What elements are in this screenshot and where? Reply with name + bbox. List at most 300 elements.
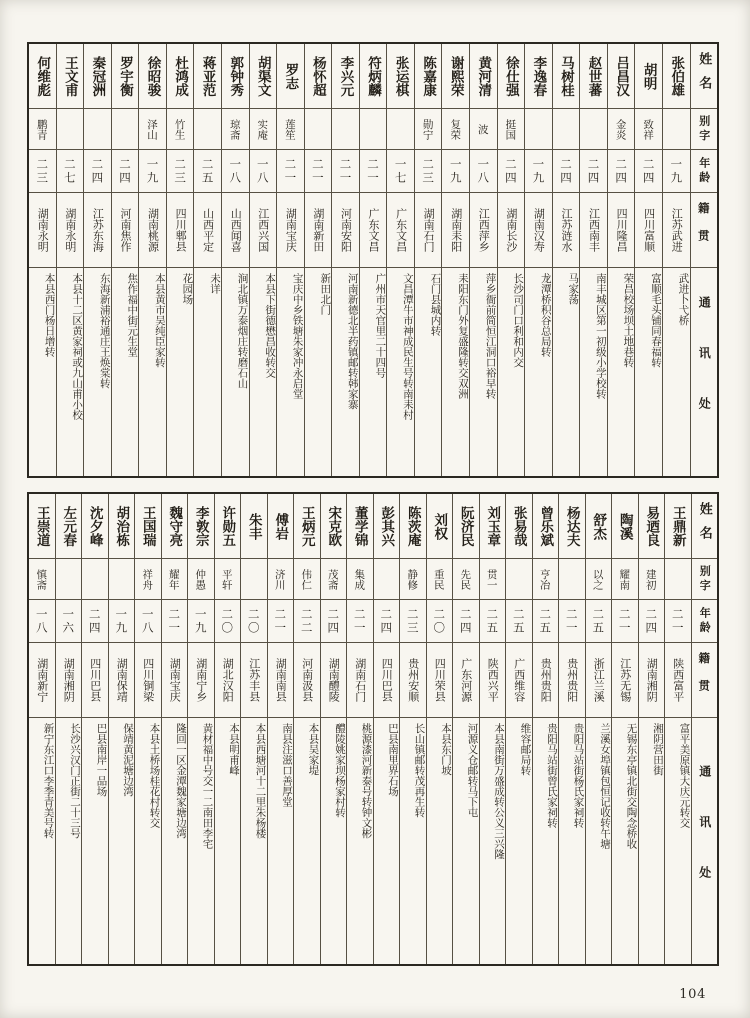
- person-address: 维容邮局转: [519, 723, 532, 776]
- person-origin: 湖南宁乡: [188, 643, 214, 718]
- person-courtesy-name: 重民: [427, 559, 453, 600]
- person-column: [29, 494, 56, 964]
- person-address: 石门县城内转: [429, 273, 442, 336]
- person-column: [139, 44, 167, 476]
- person-column: [215, 494, 242, 964]
- person-name: 张运棋: [387, 44, 414, 109]
- person-origin: 贵州贵阳: [533, 643, 559, 718]
- person-column: [321, 494, 348, 964]
- person-origin: 湖南石门: [347, 643, 373, 718]
- person-column: [56, 494, 83, 964]
- person-column: [639, 494, 666, 964]
- header-name-label: 姓名: [692, 494, 718, 559]
- person-address: 保靖黄泥塘边湾: [122, 723, 134, 797]
- person-name: 王崇道: [29, 494, 55, 559]
- person-age: 二三: [400, 600, 426, 643]
- person-name: 刘玉章: [480, 494, 506, 559]
- person-origin: 湖南永明: [57, 193, 84, 268]
- person-age: 二四: [553, 150, 580, 193]
- person-name: 谢熙荣: [442, 44, 469, 109]
- person-address: 无锡东亭镇北街交陶念桥收: [625, 723, 638, 849]
- person-origin: 湖南永明: [29, 193, 56, 268]
- person-column: [82, 494, 109, 964]
- person-column: [347, 494, 374, 964]
- person-courtesy-name: [82, 559, 108, 600]
- person-address: 文昌潭牛市神成民生号转南耒村: [401, 273, 414, 420]
- person-courtesy-name: 复荣: [442, 109, 469, 150]
- person-name: 马树桂: [553, 44, 580, 109]
- person-age: 二一: [162, 600, 188, 643]
- person-origin: 山西闻喜: [222, 193, 249, 268]
- person-origin: 湖南南县: [268, 643, 294, 718]
- person-origin: 广东文昌: [387, 193, 414, 268]
- person-name: 许勋五: [215, 494, 241, 559]
- person-column: [480, 494, 507, 964]
- person-origin: 四川荣县: [427, 643, 453, 718]
- person-name: 宋克欧: [321, 494, 347, 559]
- person-origin: 湖南耒阳: [442, 193, 469, 268]
- person-origin: 陕西兴平: [480, 643, 506, 718]
- person-origin: 四川富顺: [635, 193, 662, 268]
- person-age: 一八: [222, 150, 249, 193]
- person-name: 罗宇衡: [112, 44, 139, 109]
- person-column: [580, 44, 608, 476]
- person-address: 贵阳马站街杨氏家祠转: [572, 723, 585, 828]
- person-address: 醴陵姚家坝杨家村转: [334, 723, 346, 818]
- person-name: 胡治栋: [109, 494, 135, 559]
- roster-table-lower: [27, 492, 719, 966]
- person-origin: 湖南桃源: [139, 193, 166, 268]
- person-courtesy-name: 挺国: [498, 109, 525, 150]
- person-courtesy-name: 实庵: [250, 109, 277, 150]
- person-origin: 江苏丰县: [241, 643, 267, 718]
- person-origin: 江西南丰: [580, 193, 607, 268]
- person-column: [442, 44, 470, 476]
- person-address: 河南新德北半药镇邮转韩家寨: [346, 273, 359, 410]
- person-address: 焦作福中街元生堂: [126, 273, 139, 357]
- person-courtesy-name: 伟仁: [294, 559, 320, 600]
- person-address: 长沙司门口利和内交: [512, 273, 525, 368]
- person-address: 黄材福中号交一二南田李宅: [201, 723, 214, 849]
- person-name: 左元春: [56, 494, 82, 559]
- header-age-label: 年龄: [691, 150, 718, 193]
- person-name: 王鼎新: [665, 494, 691, 559]
- person-age: 一八: [250, 150, 277, 193]
- person-column: [506, 494, 533, 964]
- person-courtesy-name: 慎斋: [29, 559, 55, 600]
- person-origin: 山西平定: [194, 193, 221, 268]
- person-address: 湘阴营田街: [652, 723, 664, 776]
- header-address-label: 通讯处: [697, 296, 712, 448]
- person-address: 桃源漆河新泰号转钟文彬: [360, 723, 373, 839]
- person-age: 二四: [498, 150, 525, 193]
- person-courtesy-name: 竹生: [167, 109, 194, 150]
- person-column: [294, 494, 321, 964]
- person-age: 二四: [453, 600, 479, 643]
- person-age: 二四: [84, 150, 111, 193]
- person-age: 二一: [268, 600, 294, 643]
- page-number: 104: [679, 987, 706, 1002]
- person-address: 巴县南岸一品场: [95, 723, 108, 797]
- person-address: 本县东门坡: [440, 723, 452, 776]
- person-origin: 贵州贵阳: [559, 643, 585, 718]
- person-address: 花园场: [181, 273, 194, 305]
- person-age: 二七: [57, 150, 84, 193]
- person-courtesy-name: 集成: [347, 559, 373, 600]
- person-courtesy-name: [332, 109, 359, 150]
- person-age: 二三: [29, 150, 56, 193]
- person-address: 龙潭桥积谷总局转: [539, 273, 552, 357]
- person-courtesy-name: [112, 109, 139, 150]
- person-column: [250, 44, 278, 476]
- person-address: 本县西塘河十二里朱杨楼: [254, 723, 267, 839]
- person-origin: 四川铜梁: [135, 643, 161, 718]
- person-age: 一九: [663, 150, 690, 193]
- person-address: 未详: [208, 273, 221, 294]
- person-address: 本县明甫峰: [228, 723, 240, 776]
- person-origin: 贵州安顺: [400, 643, 426, 718]
- person-origin: 陕西富平: [665, 643, 691, 718]
- person-origin: 浙江兰溪: [586, 643, 612, 718]
- header-column: [691, 44, 718, 476]
- person-age: 二四: [112, 150, 139, 193]
- person-courtesy-name: 耀年: [162, 559, 188, 600]
- header-origin-label: 籍贯: [692, 643, 718, 718]
- person-courtesy-name: 先民: [453, 559, 479, 600]
- person-name: 阮济民: [453, 494, 479, 559]
- person-origin: 江西萍乡: [470, 193, 497, 268]
- person-courtesy-name: [305, 109, 332, 150]
- person-column: [635, 44, 663, 476]
- person-age: 二三: [167, 150, 194, 193]
- person-courtesy-name: [506, 559, 532, 600]
- person-age: 二五: [533, 600, 559, 643]
- person-column: [427, 494, 454, 964]
- person-address: 河源义仓邮转马下屯: [466, 723, 479, 818]
- person-name: 张易哉: [506, 494, 532, 559]
- person-address: 广州市天官里二十四号: [374, 273, 387, 378]
- person-column: [498, 44, 526, 476]
- person-name: 舒杰: [586, 494, 612, 559]
- person-name: 徐仕强: [498, 44, 525, 109]
- person-column: [387, 44, 415, 476]
- person-address: 富平美原镇大庆元转交: [678, 723, 691, 828]
- person-courtesy-name: 仲愚: [188, 559, 214, 600]
- person-name: 黄河清: [470, 44, 497, 109]
- person-address: 贵阳马站街曾氏家祠转: [546, 723, 558, 828]
- person-origin: 江苏东海: [84, 193, 111, 268]
- person-age: 二四: [580, 150, 607, 193]
- person-age: 二四: [608, 150, 635, 193]
- person-age: 二一: [305, 150, 332, 193]
- person-column: [665, 494, 692, 964]
- person-address: 本县西门杨日增转: [43, 273, 56, 357]
- person-column: [112, 44, 140, 476]
- person-courtesy-name: 致祥: [635, 109, 662, 150]
- person-column: [305, 44, 333, 476]
- person-courtesy-name: 波: [470, 109, 497, 150]
- person-origin: 湖南宝庆: [162, 643, 188, 718]
- person-column: [608, 44, 636, 476]
- person-origin: 湖南石门: [415, 193, 442, 268]
- person-age: 二五: [480, 600, 506, 643]
- person-origin: 湖北汉阳: [215, 643, 241, 718]
- person-origin: 四川巴县: [82, 643, 108, 718]
- person-name: 王炳元: [294, 494, 320, 559]
- person-column: [453, 494, 480, 964]
- person-column: [135, 494, 162, 964]
- header-column: [692, 494, 718, 964]
- person-age: 二〇: [215, 600, 241, 643]
- person-address: 宝庆中乡铁塘朱家冲永启堂: [291, 273, 304, 399]
- person-courtesy-name: [194, 109, 221, 150]
- person-name: 罗志: [277, 44, 304, 109]
- person-age: 一八: [470, 150, 497, 193]
- person-age: 一九: [188, 600, 214, 643]
- person-column: [553, 44, 581, 476]
- person-origin: 广西维容: [506, 643, 532, 718]
- person-column: [559, 494, 586, 964]
- person-origin: 湖南长沙: [498, 193, 525, 268]
- person-address: 耒阳东门外复盛隆转交双洲: [457, 273, 469, 399]
- person-age: 二〇: [427, 600, 453, 643]
- person-origin: 四川郫县: [167, 193, 194, 268]
- person-address: 本县吴家堤: [307, 723, 320, 776]
- person-age: 二四: [635, 150, 662, 193]
- person-column: [222, 44, 250, 476]
- person-age: 二四: [639, 600, 665, 643]
- person-name: 何维彪: [29, 44, 56, 109]
- person-column: [533, 494, 560, 964]
- person-address: 马家荡: [567, 273, 580, 305]
- person-courtesy-name: [84, 109, 111, 150]
- person-origin: 江苏涟水: [553, 193, 580, 268]
- person-column: [194, 44, 222, 476]
- person-origin: 湖南湘阴: [56, 643, 82, 718]
- person-name: 李兴元: [332, 44, 359, 109]
- person-column: [109, 494, 136, 964]
- person-origin: 湖南汉寿: [525, 193, 552, 268]
- person-name: 张伯雄: [663, 44, 690, 109]
- person-address: 长山镇邮转茂再生转: [413, 723, 426, 818]
- person-name: 符炳麟: [360, 44, 387, 109]
- person-column: [360, 44, 388, 476]
- person-column: [268, 494, 295, 964]
- person-courtesy-name: [109, 559, 135, 600]
- person-column: [415, 44, 443, 476]
- person-column: [29, 44, 57, 476]
- person-courtesy-name: [559, 559, 585, 600]
- header-zi-label: 别字: [692, 559, 718, 600]
- person-origin: 湖南湘阴: [639, 643, 665, 718]
- person-column: [525, 44, 553, 476]
- person-courtesy-name: [374, 559, 400, 600]
- person-name: 李逸春: [525, 44, 552, 109]
- person-courtesy-name: [553, 109, 580, 150]
- person-column: [277, 44, 305, 476]
- person-origin: 湖南保靖: [109, 643, 135, 718]
- person-address: 武进卜弋桥: [677, 273, 690, 326]
- person-origin: 江苏无锡: [612, 643, 638, 718]
- person-column: [84, 44, 112, 476]
- person-origin: 江苏武进: [663, 193, 690, 268]
- person-name: 王文甫: [57, 44, 84, 109]
- person-column: [241, 494, 268, 964]
- person-address: 兰溪女埠镇包恒记收转午塘: [599, 723, 611, 849]
- person-name: 秦冠洲: [84, 44, 111, 109]
- person-courtesy-name: [56, 559, 82, 600]
- person-origin: 广东河源: [453, 643, 479, 718]
- person-courtesy-name: 金炎: [608, 109, 635, 150]
- person-courtesy-name: 莲笙: [277, 109, 304, 150]
- person-origin: 江西兴国: [250, 193, 277, 268]
- person-address: 本县黄市吴纯臣家转: [153, 273, 166, 368]
- person-age: 一八: [29, 600, 55, 643]
- person-address: 本县南街万盛成转公义三兴隆: [493, 723, 505, 860]
- person-courtesy-name: 祥舟: [135, 559, 161, 600]
- person-courtesy-name: 耀南: [612, 559, 638, 600]
- person-courtesy-name: [387, 109, 414, 150]
- person-address: 富顺毛头铺同春福转: [649, 273, 662, 368]
- person-column: [400, 494, 427, 964]
- directory-page: [27, 42, 719, 966]
- person-age: 一六: [56, 600, 82, 643]
- person-age: 二四: [321, 600, 347, 643]
- person-origin: 河南汲县: [294, 643, 320, 718]
- person-age: 一七: [387, 150, 414, 193]
- person-name: 易迺良: [639, 494, 665, 559]
- person-age: 二四: [374, 600, 400, 643]
- person-age: 一九: [525, 150, 552, 193]
- person-name: 郭钟秀: [222, 44, 249, 109]
- person-courtesy-name: 鹏青: [29, 109, 56, 150]
- person-origin: 河南焦作: [112, 193, 139, 268]
- person-name: 沈夕峰: [82, 494, 108, 559]
- header-name-label: 姓名: [691, 44, 718, 109]
- person-name: 王国瑞: [135, 494, 161, 559]
- person-column: [374, 494, 401, 964]
- person-column: [167, 44, 195, 476]
- person-address: 巴县南里界石场: [387, 723, 399, 797]
- person-courtesy-name: 茂斋: [321, 559, 347, 600]
- person-address: 萍乡衙前简恒江洞口裕早转: [484, 273, 497, 399]
- person-courtesy-name: 平轩: [215, 559, 241, 600]
- person-address: 本县下街德懋昌收转交: [264, 273, 277, 378]
- roster-table-upper: [27, 42, 719, 478]
- person-courtesy-name: [360, 109, 387, 150]
- person-name: 杜鸿成: [167, 44, 194, 109]
- person-column: [470, 44, 498, 476]
- person-address: 隆回一区金潭魏家塘边湾: [175, 723, 187, 839]
- person-name: 彭其兴: [374, 494, 400, 559]
- person-address: 荣昌校场坝土地巷转: [622, 273, 635, 368]
- person-courtesy-name: 静修: [400, 559, 426, 600]
- header-origin-label: 籍贯: [691, 193, 718, 268]
- person-age: 二一: [612, 600, 638, 643]
- person-age: 二一: [559, 600, 585, 643]
- person-age: 二四: [82, 600, 108, 643]
- person-name: 杨怀超: [305, 44, 332, 109]
- person-column: [188, 494, 215, 964]
- person-courtesy-name: 勋宁: [415, 109, 442, 150]
- person-name: 董学锦: [347, 494, 373, 559]
- person-address: 新宁东江口李季青美号转: [42, 723, 55, 839]
- person-name: 曾乐斌: [533, 494, 559, 559]
- person-age: 二五: [506, 600, 532, 643]
- person-age: 二五: [586, 600, 612, 643]
- person-name: 朱丰: [241, 494, 267, 559]
- person-age: 一九: [442, 150, 469, 193]
- person-name: 吕昌汉: [608, 44, 635, 109]
- person-age: 二一: [360, 150, 387, 193]
- person-column: [586, 494, 613, 964]
- person-age: 二二: [294, 600, 320, 643]
- person-origin: 四川隆昌: [608, 193, 635, 268]
- person-name: 刘权: [427, 494, 453, 559]
- header-zi-label: 别字: [691, 109, 718, 150]
- header-age-label: 年龄: [692, 600, 718, 643]
- person-courtesy-name: 建初: [639, 559, 665, 600]
- person-age: 二一: [347, 600, 373, 643]
- person-address: 本县土桥场桂花村转交: [148, 723, 161, 828]
- person-age: 二一: [277, 150, 304, 193]
- person-courtesy-name: 泽山: [139, 109, 166, 150]
- person-name: 蒋亚范: [194, 44, 221, 109]
- person-origin: 湖南宝庆: [277, 193, 304, 268]
- person-age: 二一: [332, 150, 359, 193]
- person-courtesy-name: [663, 109, 690, 150]
- person-courtesy-name: 琼斋: [222, 109, 249, 150]
- person-name: 陈茨庵: [400, 494, 426, 559]
- person-age: 一九: [139, 150, 166, 193]
- person-name: 魏守亮: [162, 494, 188, 559]
- person-column: [57, 44, 85, 476]
- person-age: 一八: [135, 600, 161, 643]
- person-name: 陈嘉康: [415, 44, 442, 109]
- person-origin: 河南安阳: [332, 193, 359, 268]
- person-origin: 四川巴县: [374, 643, 400, 718]
- person-column: [612, 494, 639, 964]
- person-courtesy-name: [525, 109, 552, 150]
- person-age: 二一: [665, 600, 691, 643]
- person-name: 杨达夫: [559, 494, 585, 559]
- person-name: 李敦宗: [188, 494, 214, 559]
- person-courtesy-name: [665, 559, 691, 600]
- person-name: 胡渠文: [250, 44, 277, 109]
- person-address: 涧北镇万泰烟庄转磨石山: [236, 273, 249, 389]
- person-address: 东海新浦裕通庄王焕棠转: [98, 273, 111, 389]
- person-courtesy-name: [57, 109, 84, 150]
- person-courtesy-name: 以之: [586, 559, 612, 600]
- person-origin: 广东文昌: [360, 193, 387, 268]
- person-name: 徐昭骏: [139, 44, 166, 109]
- person-age: 二〇: [241, 600, 267, 643]
- person-courtesy-name: 亨冶: [533, 559, 559, 600]
- person-origin: 湖南醴陵: [321, 643, 347, 718]
- person-column: [332, 44, 360, 476]
- person-address: 南丰城区第一初级小学校转: [594, 273, 607, 399]
- person-origin: 湖南新宁: [29, 643, 55, 718]
- person-name: 傅岩: [268, 494, 294, 559]
- person-courtesy-name: 贯一: [480, 559, 506, 600]
- person-column: [162, 494, 189, 964]
- header-address-label: 通讯处: [697, 765, 712, 917]
- person-address: 南县注滋口善厚堂: [281, 723, 293, 807]
- person-name: 赵世蕃: [580, 44, 607, 109]
- person-age: 二三: [415, 150, 442, 193]
- person-address: 新田北门: [319, 273, 332, 315]
- person-name: 胡明: [635, 44, 662, 109]
